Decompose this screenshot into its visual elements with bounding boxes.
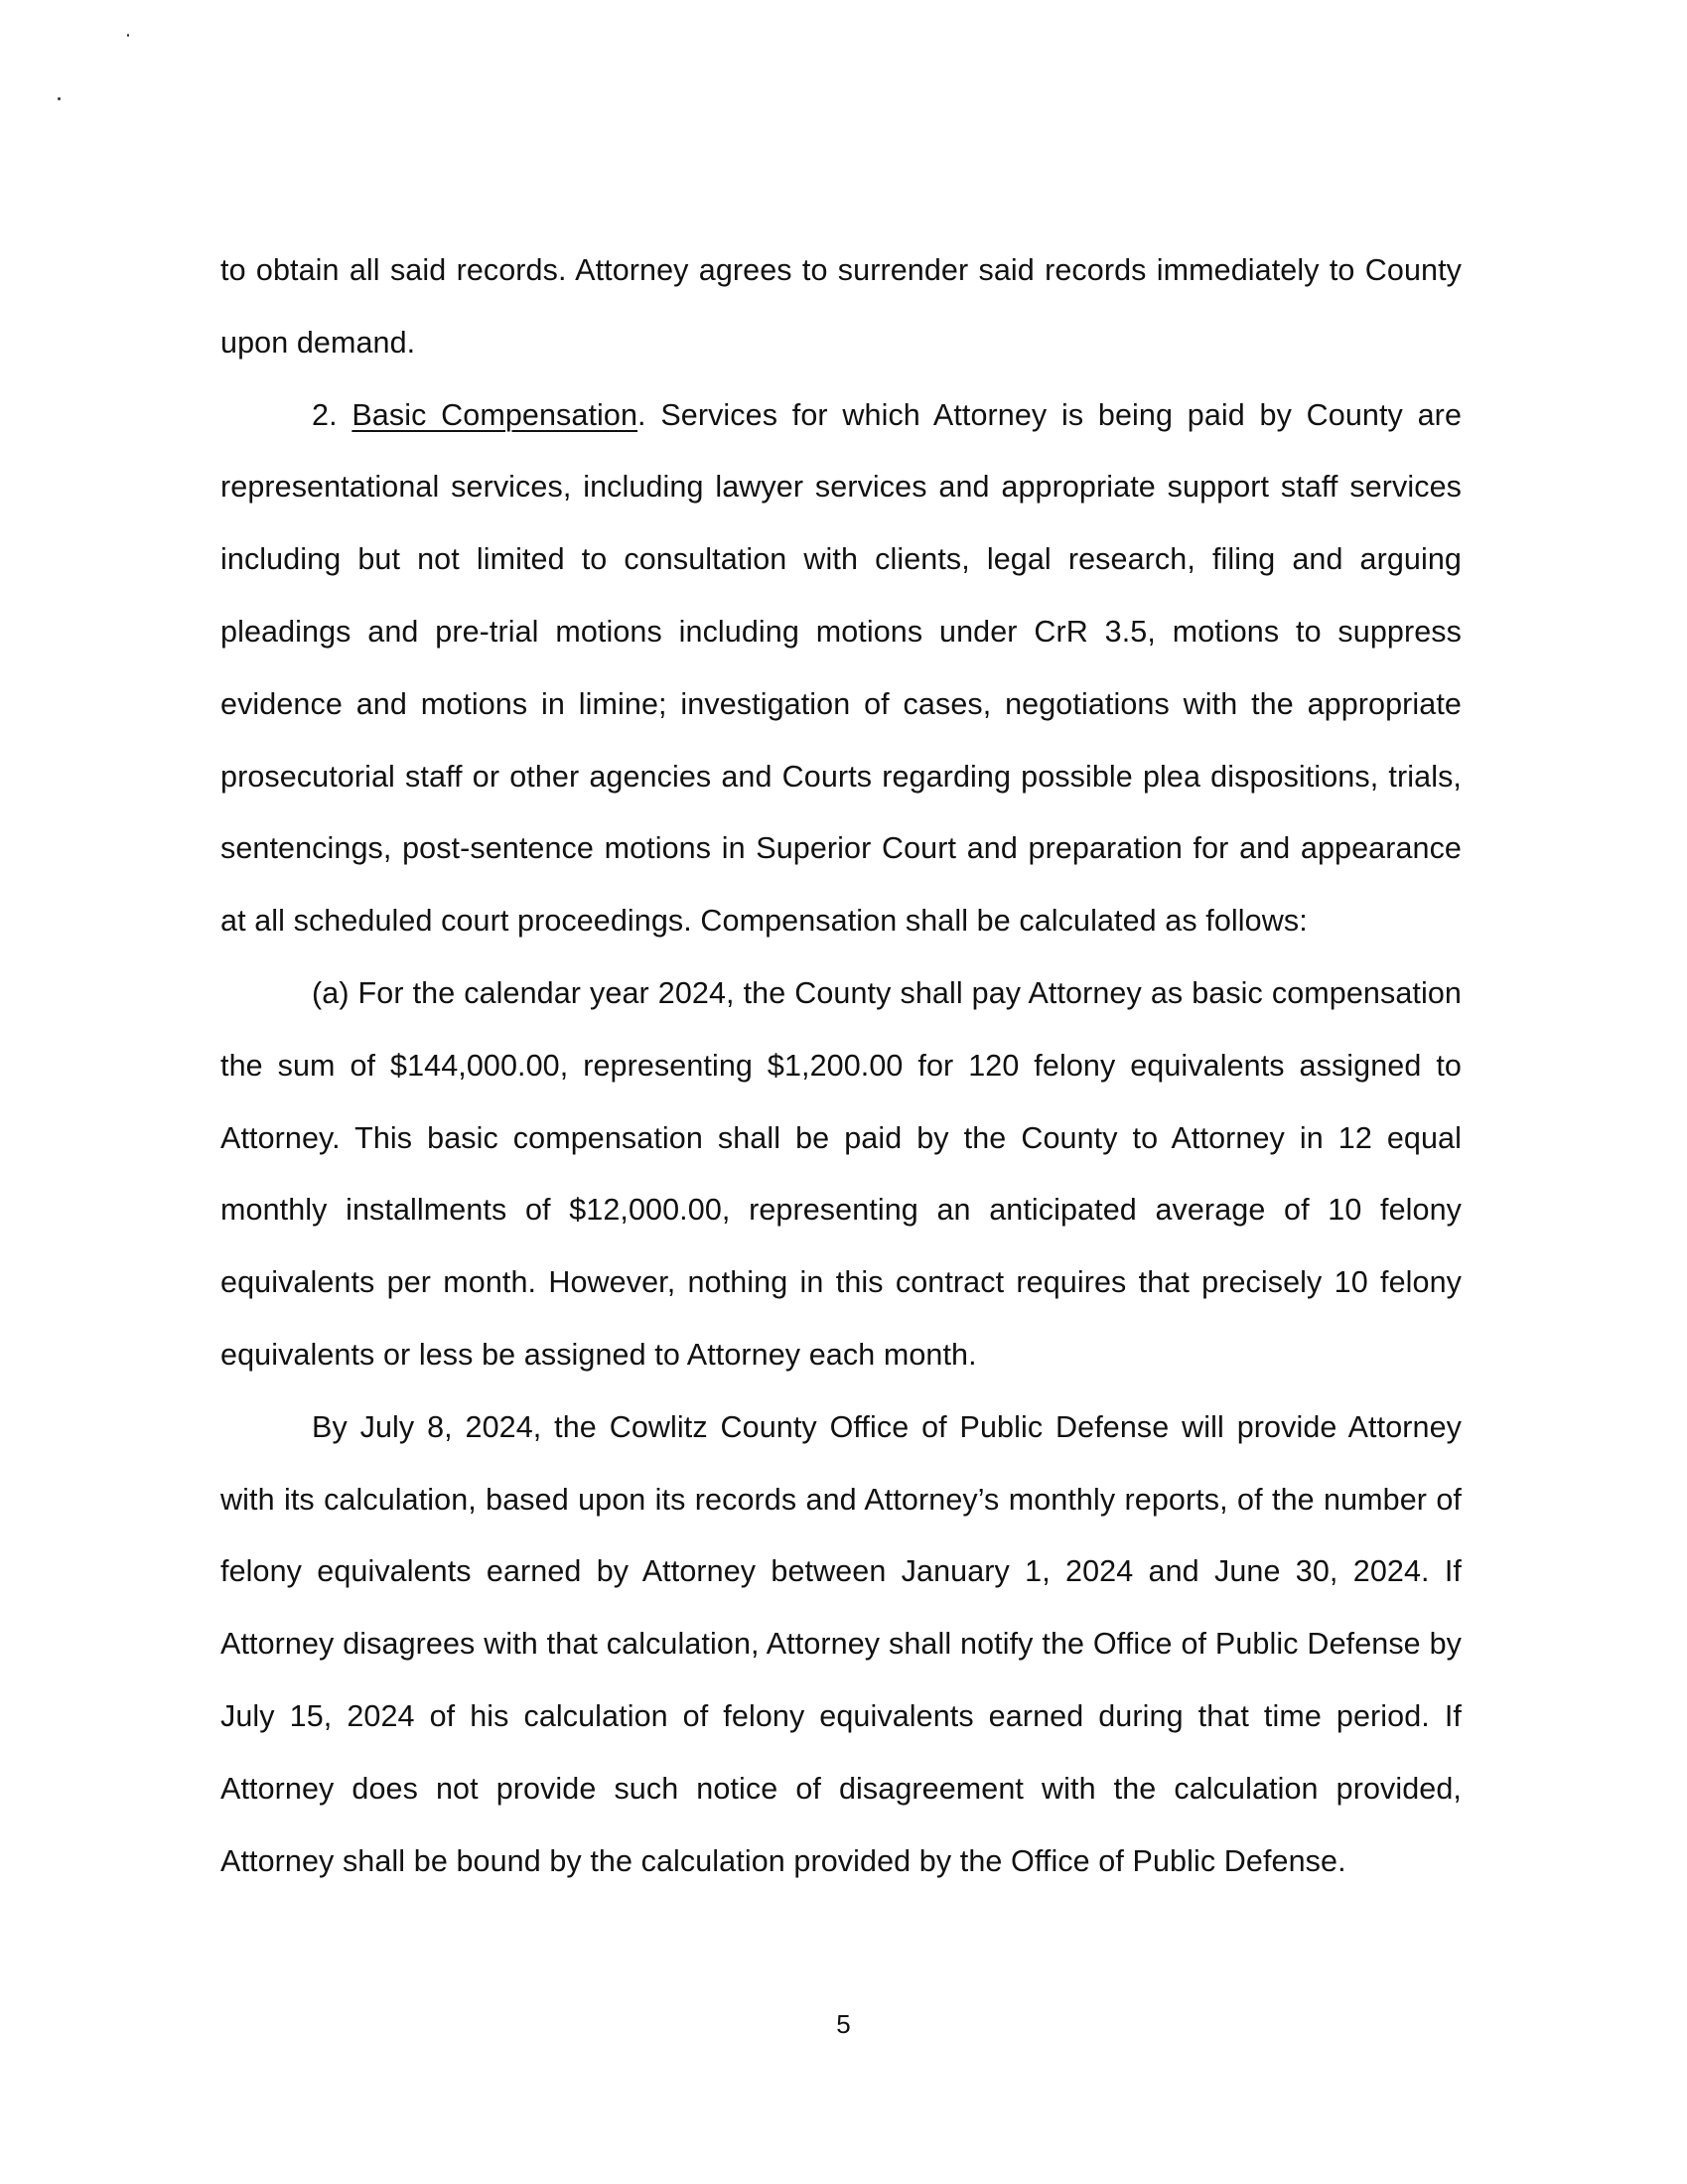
document-body — [220, 234, 1462, 1897]
paragraph-subsection-a — [220, 957, 1462, 1391]
section-heading: Basic Compensation — [351, 397, 638, 432]
paragraph-text: to obtain all said records. Attorney agrees to surrender said records immediately to County upon demand. — [220, 253, 1462, 360]
paragraph-text: By July 8, 2024, the Cowlitz County Office of Public Defense will provide Attorney with its calculation, based upon its records and Attorney’s monthly reports, of the number of felony equivalents earned by Attorney between January 1, 2024 and June 30, 2024. If Attorney disagrees with that calculation, Attorney shall notify the Office of Public Defense by July 15, 2024 of his calculation of felony equivalents earned during that time period. If Attorney does not provide such notice of disagreement with the calculation provided, Attorney shall be bound by the calculation provided by the Office of Public Defense. — [220, 1409, 1462, 1878]
page-number: 5 — [836, 2009, 851, 2039]
section-heading-punctuation: . — [637, 397, 646, 432]
paragraph-records-continuation — [220, 234, 1462, 379]
paragraph-basic-compensation — [220, 379, 1462, 957]
scan-speck — [58, 97, 61, 100]
paragraph-text: Services for which Attorney is being paid by County are representational services, including lawyer services and appropriate support staff services including but not limited to consultation with clients, legal research, filing and arguing pleadings and pre-trial motions including motions under CrR 3.5, motions to suppress evidence and motions in limine; investigation of cases, negotiations with the appropriate prosecutorial staff or other agencies and Courts regarding possible plea dispositions, trials, sentencings, post-sentence motions in Superior Court and preparation for and appearance at all scheduled court proceedings. Compensation shall be calculated as follows: — [220, 397, 1463, 939]
section-number: 2. — [312, 397, 352, 432]
paragraph-text: (a) For the calendar year 2024, the County shall pay Attorney as basic compensation the sum of $144,000.00, representing $1,200.00 for 120 felony equivalents assigned to Attorney. This basic compensation shall be paid by the County to Attorney in 12 equal monthly installments of $12,000.00, representing an anticipated average of 10 felony equivalents per month. However, nothing in this contract requires that precisely 10 felony equivalents or less be assigned to Attorney each month. — [220, 975, 1462, 1372]
paragraph-calculation-review — [220, 1391, 1462, 1898]
scan-speck — [127, 34, 129, 37]
